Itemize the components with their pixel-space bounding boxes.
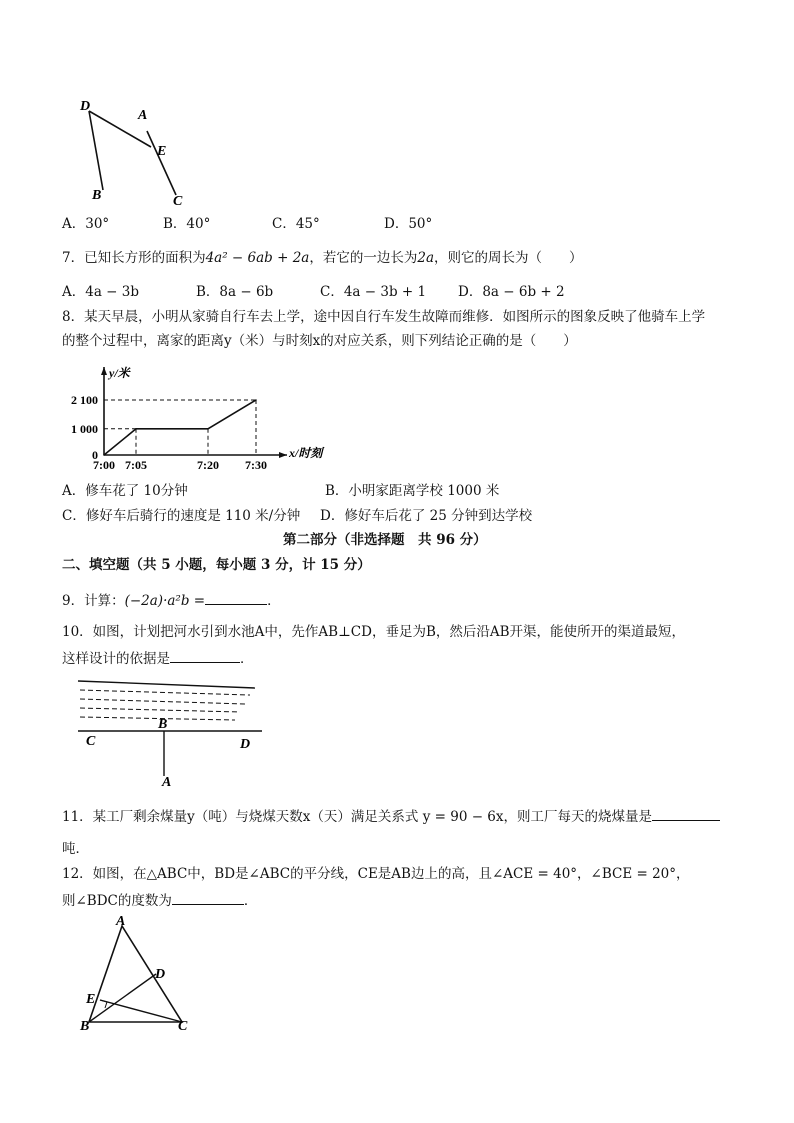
- series-line: [104, 400, 256, 455]
- q6-label-d: D: [80, 99, 91, 114]
- data-point: [207, 428, 209, 430]
- q12-label-b: B: [80, 1019, 90, 1034]
- q12-answer-blank[interactable]: [172, 890, 244, 905]
- q8-option-b: B．小明家距离学校 1000 米: [325, 483, 500, 499]
- q12-line2-prefix: 则∠BDC的度数为: [62, 893, 172, 909]
- q6-option-b: B．40°: [163, 216, 211, 232]
- section2-header: 二、填空题（共 5 小题，每小题 3 分，计 15 分）: [62, 557, 371, 573]
- q8-option-d: D．修好车后花了 25 分钟到达学校: [320, 508, 533, 524]
- y-axis-label: y/米: [109, 366, 130, 380]
- q12-label-e: E: [86, 992, 96, 1007]
- q9-expr: (−2a)·a²b =: [124, 593, 206, 609]
- q8-line1: 8．某天早晨，小明从家骑自行车去上学，途中因自行车发生故障而维修．如图所示的图象反映了他骑车上学: [62, 309, 706, 325]
- q7-option-d: D．8a − 6b + 2: [458, 284, 565, 300]
- part2-header: 第二部分（非选择题 共 96 分）: [283, 532, 487, 548]
- q7-prefix: 7．已知长方形的面积为: [62, 250, 206, 266]
- q11-line2: 吨．: [62, 841, 89, 857]
- q9-answer-blank[interactable]: [205, 590, 267, 605]
- x-axis-label: x/时刻: [289, 446, 323, 460]
- y-tick-label: 2 100: [71, 393, 98, 407]
- q12-line1: 12．如图，在△ABC中，BD是∠ABC的平分线，CE是AB边上的高，且∠ACE = 40°，∠BCE = 20°，: [62, 866, 690, 882]
- q10-label-b: B: [158, 717, 168, 732]
- q11-line1-prefix: 11．某工厂剩余煤量y（吨）与烧煤天数x（天）满足关系式 y = 90 − 6x，则工厂每天的烧煤量是: [62, 809, 653, 825]
- q10-label-a: A: [162, 775, 172, 790]
- q10-line2: [62, 648, 254, 668]
- q12-line2: [62, 890, 257, 910]
- q11-answer-blank[interactable]: [652, 806, 720, 821]
- q12-line2-suffix: ．: [243, 893, 258, 909]
- q6-option-a: A．30°: [62, 216, 110, 232]
- q10-label-d: D: [240, 737, 251, 752]
- data-point: [103, 454, 105, 456]
- q10-line1: 10．如图，计划把河水引到水池A中，先作AB⊥CD，垂足为B，然后沿AB开渠，能使所开的渠道最短，: [62, 624, 686, 640]
- q7-side: 2a: [417, 250, 434, 266]
- q10-line2-prefix: 这样设计的依据是: [62, 651, 170, 667]
- x-tick-label: 7:30: [245, 458, 267, 472]
- q8-line2: 的整个过程中，离家的距离y（米）与时刻x的对应关系，则下列结论正确的是（ ）: [62, 333, 577, 349]
- q6-label-a: A: [138, 108, 148, 123]
- q7-option-b: B．8a − 6b: [196, 284, 274, 300]
- q6-label-b: B: [92, 188, 102, 203]
- q6-figure: [75, 95, 205, 210]
- q10-figure: [70, 676, 270, 791]
- q10-label-c: C: [86, 734, 96, 749]
- x-axis-arrow: [279, 452, 287, 458]
- q11-line1: [62, 806, 720, 826]
- q7-mid: ，若它的一边长为: [309, 250, 418, 266]
- y-tick-label: 1 000: [71, 421, 98, 436]
- y-axis-arrow: [101, 367, 107, 375]
- q7-suffix: ，则它的周长为（ ）: [434, 250, 583, 266]
- q6-label-e: E: [157, 144, 167, 159]
- q9-suffix: ．: [267, 593, 281, 609]
- q6-option-c: C．45°: [272, 216, 320, 232]
- q12-label-c: C: [178, 1019, 188, 1034]
- data-point: [255, 399, 257, 401]
- q7-question: [62, 249, 583, 267]
- q6-label-c: C: [173, 194, 183, 209]
- x-tick-label: 7:05: [125, 458, 147, 472]
- q10-answer-blank[interactable]: [170, 648, 240, 663]
- x-tick-label: 7:20: [197, 458, 219, 472]
- x-tick-label: 7:00: [93, 458, 115, 472]
- origin-label: 0: [92, 448, 98, 462]
- q7-expr: 4a² − 6ab + 2a: [205, 250, 310, 266]
- q12-label-a: A: [116, 914, 126, 929]
- q12-figure: [78, 912, 208, 1037]
- q9-question: [62, 590, 281, 610]
- q7-option-a: A．4a − 3b: [62, 284, 140, 300]
- q8-option-a: A．修车花了 10分钟: [62, 483, 188, 499]
- q12-label-d: D: [155, 967, 166, 982]
- q8-option-c: C．修好车后骑行的速度是 110 米/分钟: [62, 508, 301, 524]
- q10-line2-suffix: ．: [240, 651, 254, 667]
- q9-prefix: 9．计算：: [62, 593, 125, 609]
- q8-chart: [62, 362, 332, 472]
- data-point: [135, 428, 137, 430]
- q7-option-c: C．4a − 3b + 1: [320, 284, 427, 300]
- q6-option-d: D．50°: [384, 216, 433, 232]
